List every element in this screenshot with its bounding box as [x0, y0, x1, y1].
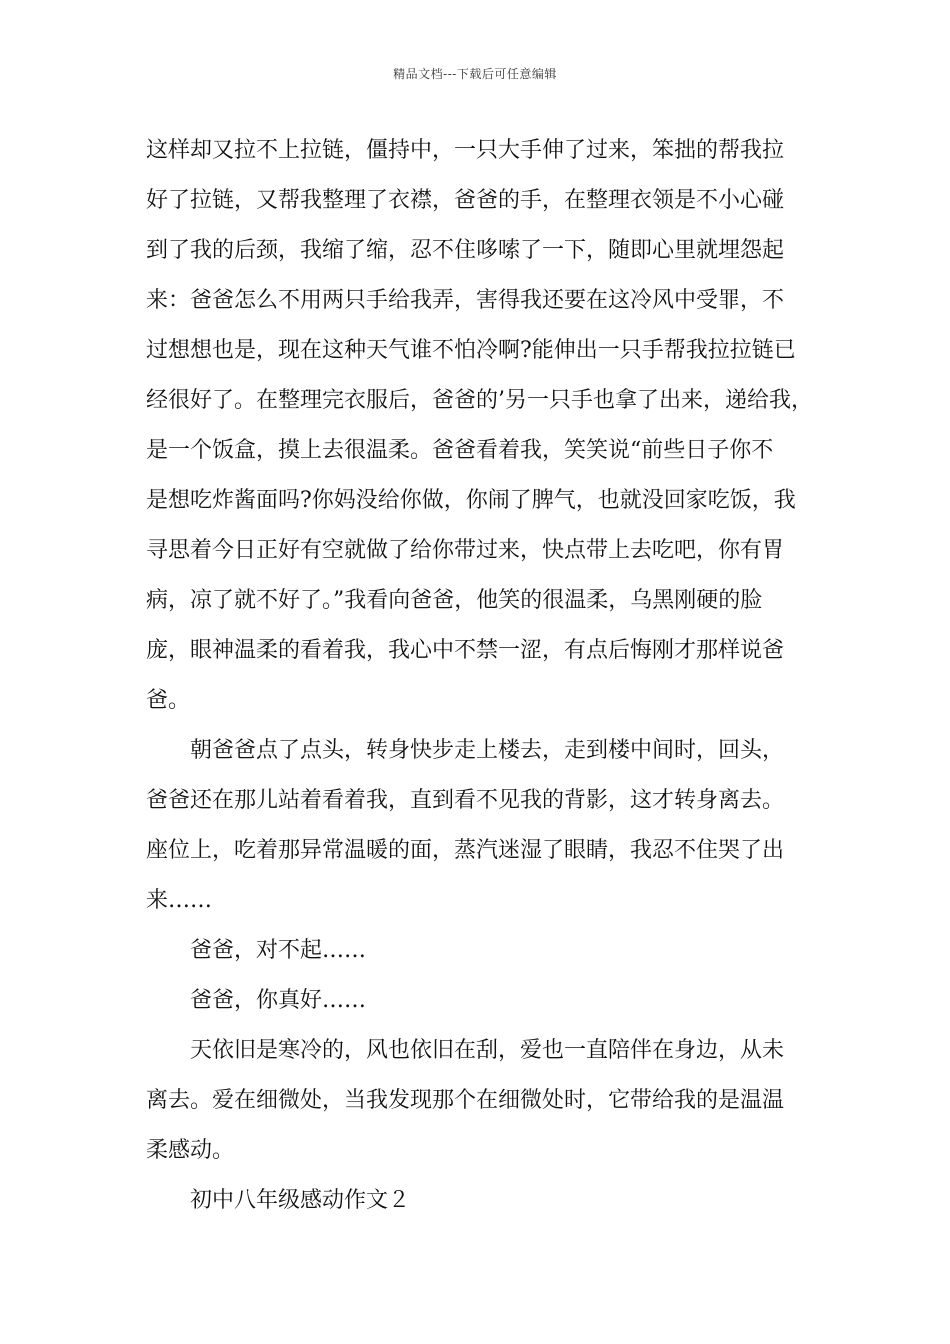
text-line: 寻思着今日正好有空就做了给你带过来，快点带上去吃吧，你有胃: [146, 538, 785, 563]
text-line: 来……: [146, 888, 213, 913]
text-line: 爸爸，你真好……: [190, 988, 367, 1013]
text-line: 是想吃炸酱面吗?你妈没给你做，你闹了脾气，也就没回家吃饭，我: [146, 488, 796, 513]
text-line: 好了拉链，又帮我整理了衣襟，爸爸的手，在整理衣领是不小心碰: [146, 188, 785, 213]
text-line: 庞，眼神温柔的看着我，我心中不禁一涩，有点后悔刚才那样说爸: [146, 638, 785, 663]
text-line: 过想想也是，现在这种天气谁不怕冷啊?能伸出一只手帮我拉拉链已: [146, 338, 796, 363]
text-line: 爸爸还在那儿站着看着我，直到看不见我的背影，这才转身离去。: [146, 788, 785, 813]
text-line: 天依旧是寒冷的，风也依旧在刮，爱也一直陪伴在身边，从未: [190, 1038, 785, 1063]
text-line: 柔感动。: [146, 1138, 235, 1163]
text-line: 初中八年级感动作文２: [190, 1188, 411, 1213]
text-line: 爸爸，对不起……: [190, 938, 367, 963]
text-line: 经很好了。在整理完衣服后，爸爸的’另一只手也拿了出来，递给我，: [146, 388, 813, 413]
text-line: 离去。爱在细微处，当我发现那个在细微处时，它带给我的是温温: [146, 1088, 785, 1113]
text-line: 座位上，吃着那异常温暖的面，蒸汽迷湿了眼睛，我忍不住哭了出: [146, 838, 785, 863]
text-line: 爸。: [146, 688, 191, 713]
page-header: 精品文档---下载后可任意编辑: [393, 67, 557, 81]
text-line: 朝爸爸点了点头，转身快步走上楼去，走到楼中间时，回头，: [190, 738, 785, 763]
text-line: 这样却又拉不上拉链，僵持中，一只大手伸了过来，笨拙的帮我拉: [146, 138, 785, 163]
text-line: 是一个饭盒，摸上去很温柔。爸爸看着我，笑笑说“前些日子你不: [146, 438, 774, 463]
text-line: 来：爸爸怎么不用两只手给我弄，害得我还要在这冷风中受罪，不: [146, 288, 785, 313]
document-body: [146, 126, 813, 1226]
text-line: 病，凉了就不好了。”我看向爸爸，他笑的很温柔，乌黑刚硬的脸: [146, 588, 763, 613]
text-line: 到了我的后颈，我缩了缩，忍不住哆嗦了一下，随即心里就埋怨起: [146, 238, 785, 263]
